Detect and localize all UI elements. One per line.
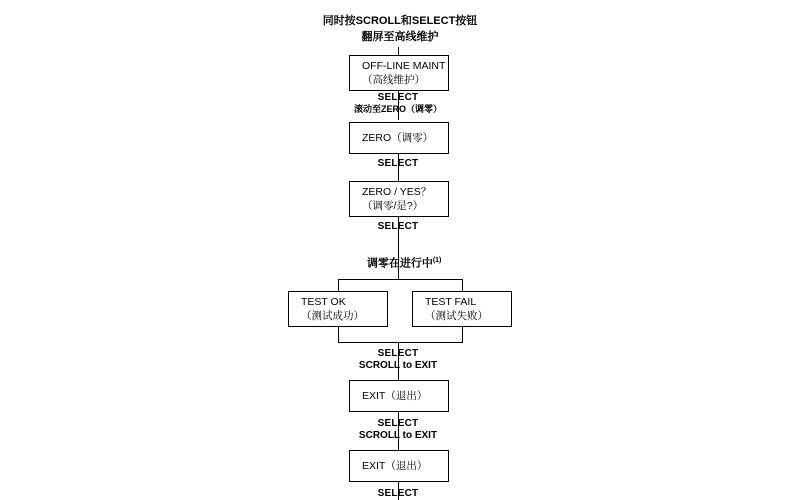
note-superscript: (1) [432, 256, 442, 264]
connector-merge-right [462, 327, 463, 342]
node-zero-yes-line1: ZERO / YES？ [362, 185, 432, 198]
node-zero-yes [349, 181, 449, 217]
node-test-fail [412, 291, 512, 327]
split-bar-top [338, 279, 463, 280]
edge-label-select-4: SELECT [377, 348, 419, 359]
edge-label-select-2: SELECT [377, 158, 419, 169]
connector-title-to-offline [398, 47, 399, 55]
node-test-fail-line1: TEST FAIL [425, 295, 477, 308]
edge-sublabel-scroll-to-exit-1: SCROLL to EXIT [358, 360, 438, 371]
node-zero [349, 122, 449, 154]
connector-split-right [462, 279, 463, 291]
node-test-fail-line2: （测试失败） [425, 310, 488, 322]
node-offline-maint [349, 55, 449, 91]
node-exit-1-line1: EXIT（退出） [362, 389, 428, 402]
diagram-title-line1: 同时按SCROLL和SELECT按钮 [322, 15, 478, 27]
connector-split-left [338, 279, 339, 291]
node-exit-2 [349, 450, 449, 482]
node-test-ok-line2: （测试成功） [301, 310, 364, 322]
connector-merge-left [338, 327, 339, 342]
diagram-title-line2: 翻屏至高线维护 [361, 31, 439, 43]
edge-label-select-6: SELECT [377, 488, 419, 499]
node-zero-yes-line2: （调零/是?） [362, 200, 424, 212]
edge-label-select-5: SELECT [377, 418, 419, 429]
merge-bar-bottom [338, 342, 463, 343]
node-offline-maint-line1: OFF-LINE MAINT [362, 59, 446, 72]
node-exit-1 [349, 380, 449, 412]
edge-label-select-3: SELECT [377, 221, 419, 232]
edge-label-select-1: SELECT [377, 92, 419, 103]
edge-sublabel-scroll-to-zero: 滚动至ZERO（调零） [353, 104, 442, 114]
edge-sublabel-scroll-to-exit-2: SCROLL to EXIT [358, 430, 438, 441]
node-exit-2-line1: EXIT（退出） [362, 459, 428, 472]
node-offline-maint-line2: （高线维护） [362, 74, 425, 86]
node-test-ok-line1: TEST OK [301, 295, 346, 308]
node-test-ok [288, 291, 388, 327]
node-zero-line1: ZERO（调零） [362, 131, 434, 144]
note-zero-in-progress-text: 调零在进行中 [366, 257, 433, 270]
